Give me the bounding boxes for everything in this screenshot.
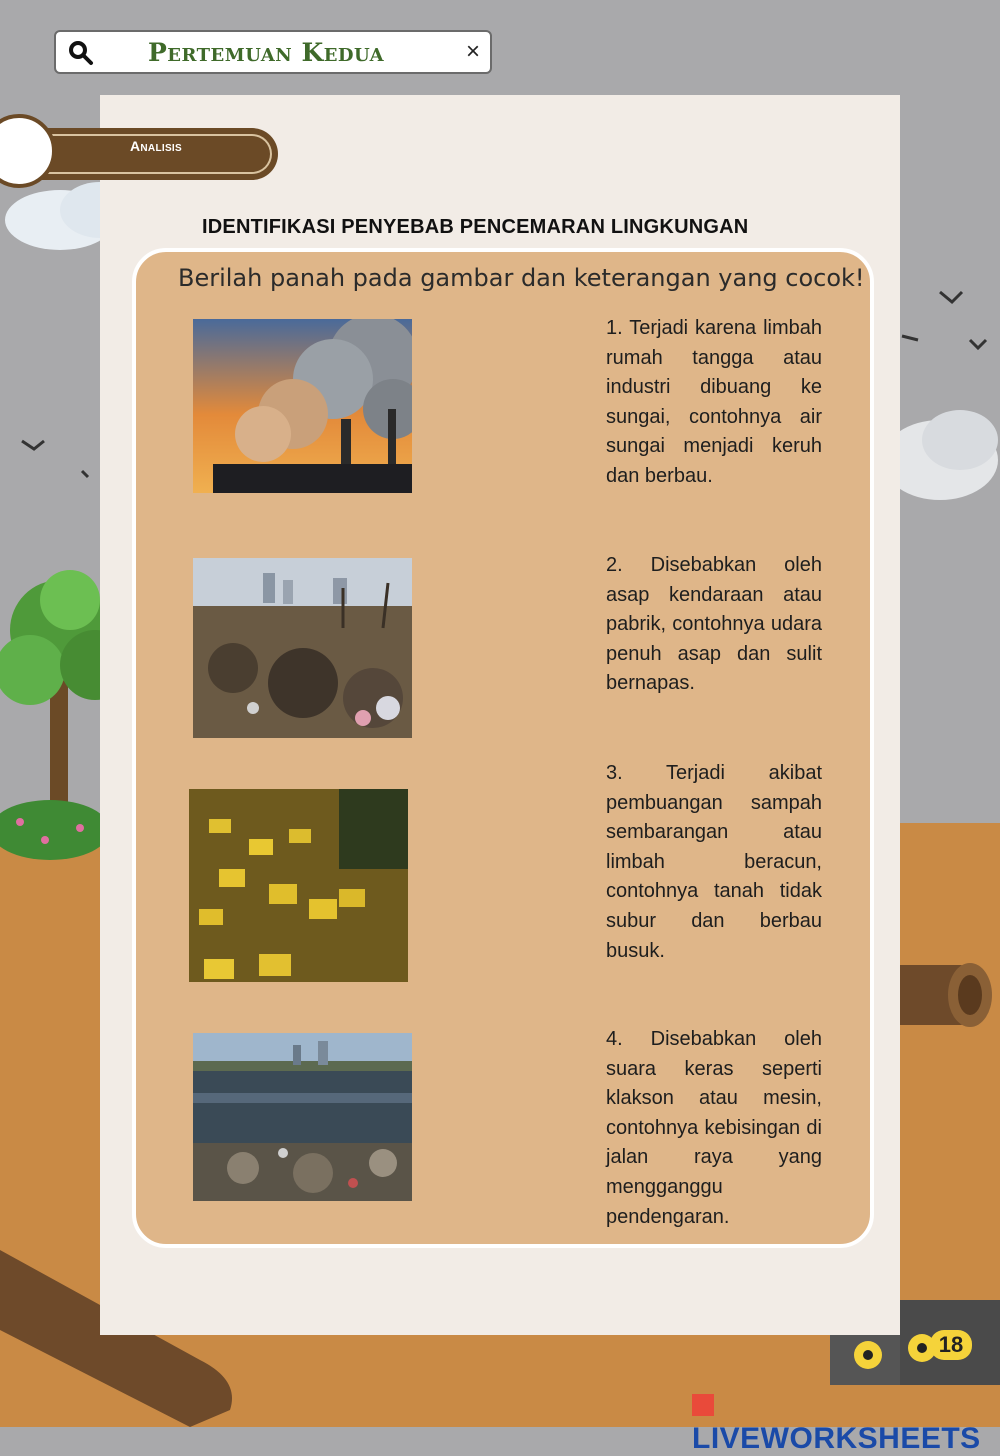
description-3[interactable]: 3. Terjadi akibat pembuangan sampah sembarangan atau limbah beracun, contohnya tanah tidak subur dan berbau busuk. [606, 762, 822, 962]
traffic-jam-image [189, 789, 408, 982]
page-title: Pertemuan Kedua [148, 38, 385, 67]
polluted-river-photo[interactable] [193, 1033, 412, 1201]
worksheet-heading: IDENTIFIKASI PENYEBAB PENCEMARAN LINGKUNGAN [202, 216, 749, 238]
section-tag-label: Analisis [130, 138, 182, 154]
section-tag [0, 110, 280, 190]
garbage-field-photo[interactable] [193, 558, 412, 738]
description-1[interactable]: 1. Terjadi karena limbah rumah tangga atau industri dibuang ke sungai, contohnya air sungai menjadi keruh dan berbau. [606, 317, 822, 487]
footer-brand [692, 1388, 1000, 1456]
garbage-field-image [193, 558, 412, 738]
search-icon [68, 40, 94, 66]
instruction-text: Berilah panah pada gambar dan keterangan yang cocok! [178, 264, 865, 292]
factory-smoke-photo[interactable] [193, 319, 412, 493]
birds-decoration [900, 280, 990, 360]
traffic-jam-photo[interactable] [189, 789, 408, 982]
title-search-bar[interactable] [54, 30, 492, 74]
liveworksheets-logo-icon [692, 1394, 714, 1416]
factory-smoke-image [193, 319, 412, 493]
description-2[interactable]: 2. Disebabkan oleh asap kendaraan atau pabrik, contohnya udara penuh asap dan sulit bernapas. [606, 554, 822, 695]
footer-brand-text: LIVEWORKSHEETS [692, 1422, 981, 1455]
description-4[interactable]: 4. Disebabkan oleh suara keras seperti klakson atau mesin, contohnya kebisingan di jalan raya yang mengganggu pendengaran. [606, 1028, 822, 1228]
close-icon[interactable]: × [465, 38, 480, 65]
bird-decoration-left [20, 435, 100, 485]
polluted-river-image [193, 1033, 412, 1201]
page-number: 18 [930, 1330, 972, 1360]
